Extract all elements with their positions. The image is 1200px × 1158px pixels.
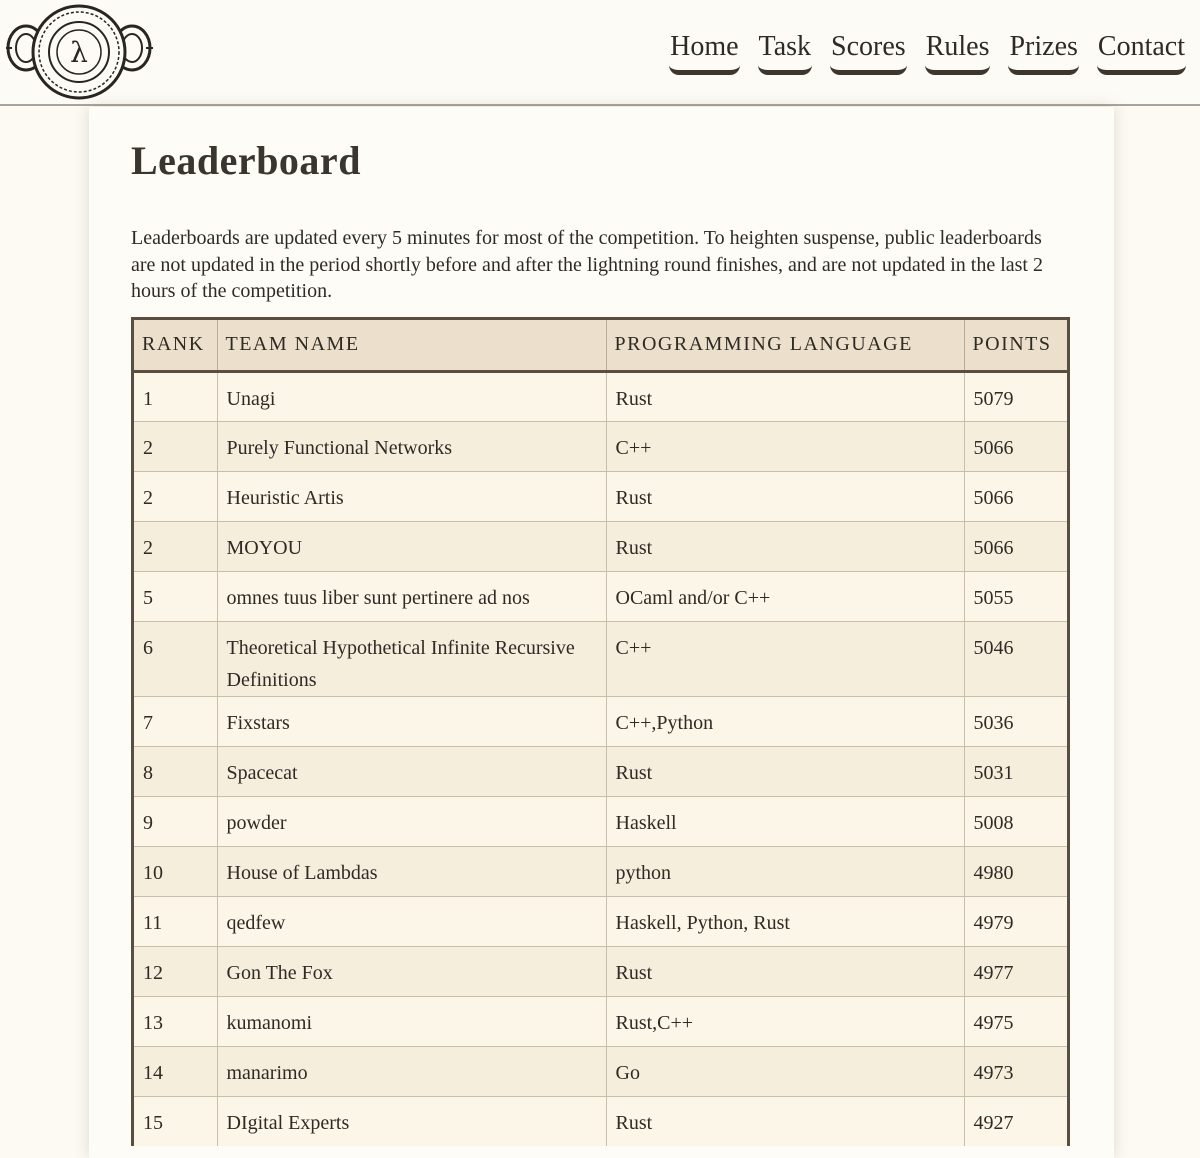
team-name-cell: kumanomi [217,996,606,1046]
nav-prizes[interactable]: Prizes [1008,30,1078,75]
rank-cell: 2 [134,471,217,521]
points-cell: 4980 [964,846,1067,896]
header-rank: RANK [134,320,217,371]
top-navigation-bar [0,0,1200,106]
rank-cell: 9 [134,796,217,846]
rank-cell: 1 [134,371,217,421]
main-nav [669,30,1186,75]
table-row [134,696,1067,746]
leaderboard-table-container [131,317,1070,1146]
rank-cell: 13 [134,996,217,1046]
team-name-cell: Unagi [217,371,606,421]
language-cell: Rust [606,471,964,521]
language-cell: python [606,846,964,896]
team-name-cell: Spacecat [217,746,606,796]
nav-contact[interactable]: Contact [1097,30,1186,75]
team-name-cell: Fixstars [217,696,606,746]
language-cell: Rust [606,1096,964,1146]
table-row [134,621,1067,696]
team-name-cell: powder [217,796,606,846]
team-name-cell: DIgital Experts [217,1096,606,1146]
rank-cell: 5 [134,571,217,621]
points-cell: 5036 [964,696,1067,746]
points-cell: 5008 [964,796,1067,846]
language-cell: OCaml and/or C++ [606,571,964,621]
team-name-cell: Heuristic Artis [217,471,606,521]
language-cell: Rust [606,946,964,996]
header-points: POINTS [964,320,1067,371]
language-cell: C++ [606,421,964,471]
points-cell: 4977 [964,946,1067,996]
points-cell: 4973 [964,1046,1067,1096]
content-panel [89,107,1114,1158]
team-name-cell: qedfew [217,896,606,946]
intro-paragraph: Leaderboards are updated every 5 minutes for most of the competition. To heighten suspense, public leaderboards are not updated in the period shortly before and after the lightning round finishes, and are not updated in the last 2 hours of the competition. [131,227,1043,302]
page-title: Leaderboard [131,138,361,183]
nav-rules[interactable]: Rules [925,30,991,75]
table-row [134,371,1067,421]
rank-cell: 7 [134,696,217,746]
nav-scores[interactable]: Scores [830,30,907,75]
rank-cell: 8 [134,746,217,796]
table-row [134,421,1067,471]
language-cell: Go [606,1046,964,1096]
language-cell: Rust,C++ [606,996,964,1046]
points-cell: 4927 [964,1096,1067,1146]
table-row [134,996,1067,1046]
team-name-cell: Purely Functional Networks [217,421,606,471]
team-name-cell: Gon The Fox [217,946,606,996]
language-cell: Haskell, Python, Rust [606,896,964,946]
table-row [134,896,1067,946]
rank-cell: 2 [134,521,217,571]
language-cell: Rust [606,521,964,571]
team-name-cell: Theoretical Hypothetical Infinite Recursive Definitions [217,621,606,696]
rank-cell: 15 [134,1096,217,1146]
table-row [134,471,1067,521]
points-cell: 5066 [964,421,1067,471]
table-row [134,1096,1067,1146]
leaderboard-rows [134,371,1067,1146]
points-cell: 5046 [964,621,1067,696]
team-name-cell: manarimo [217,1046,606,1096]
header-team-name: TEAM NAME [217,320,606,371]
points-cell: 4975 [964,996,1067,1046]
rank-cell: 14 [134,1046,217,1096]
table-row [134,1046,1067,1096]
team-name-cell: omnes tuus liber sunt pertinere ad nos [217,571,606,621]
nav-home[interactable]: Home [669,30,739,75]
language-cell: C++,Python [606,696,964,746]
points-cell: 5066 [964,521,1067,571]
rank-cell: 2 [134,421,217,471]
rank-cell: 6 [134,621,217,696]
lambda-logo[interactable] [4,4,154,100]
points-cell: 5066 [964,471,1067,521]
table-row [134,946,1067,996]
svg-text:λ: λ [70,36,88,69]
language-cell: Haskell [606,796,964,846]
rank-cell: 10 [134,846,217,896]
points-cell: 5031 [964,746,1067,796]
table-row [134,571,1067,621]
language-cell: Rust [606,746,964,796]
points-cell: 4979 [964,896,1067,946]
header-programming-language: PROGRAMMING LANGUAGE [606,320,964,371]
language-cell: Rust [606,371,964,421]
rank-cell: 11 [134,896,217,946]
points-cell: 5055 [964,571,1067,621]
table-header-row [134,320,1067,371]
rank-cell: 12 [134,946,217,996]
table-row [134,521,1067,571]
nav-task[interactable]: Task [758,30,812,75]
team-name-cell: MOYOU [217,521,606,571]
lambda-logo-icon [4,4,154,100]
points-cell: 5079 [964,371,1067,421]
team-name-cell: House of Lambdas [217,846,606,896]
language-cell: C++ [606,621,964,696]
table-row [134,846,1067,896]
table-row [134,746,1067,796]
leaderboard-table [134,320,1067,1146]
table-row [134,796,1067,846]
